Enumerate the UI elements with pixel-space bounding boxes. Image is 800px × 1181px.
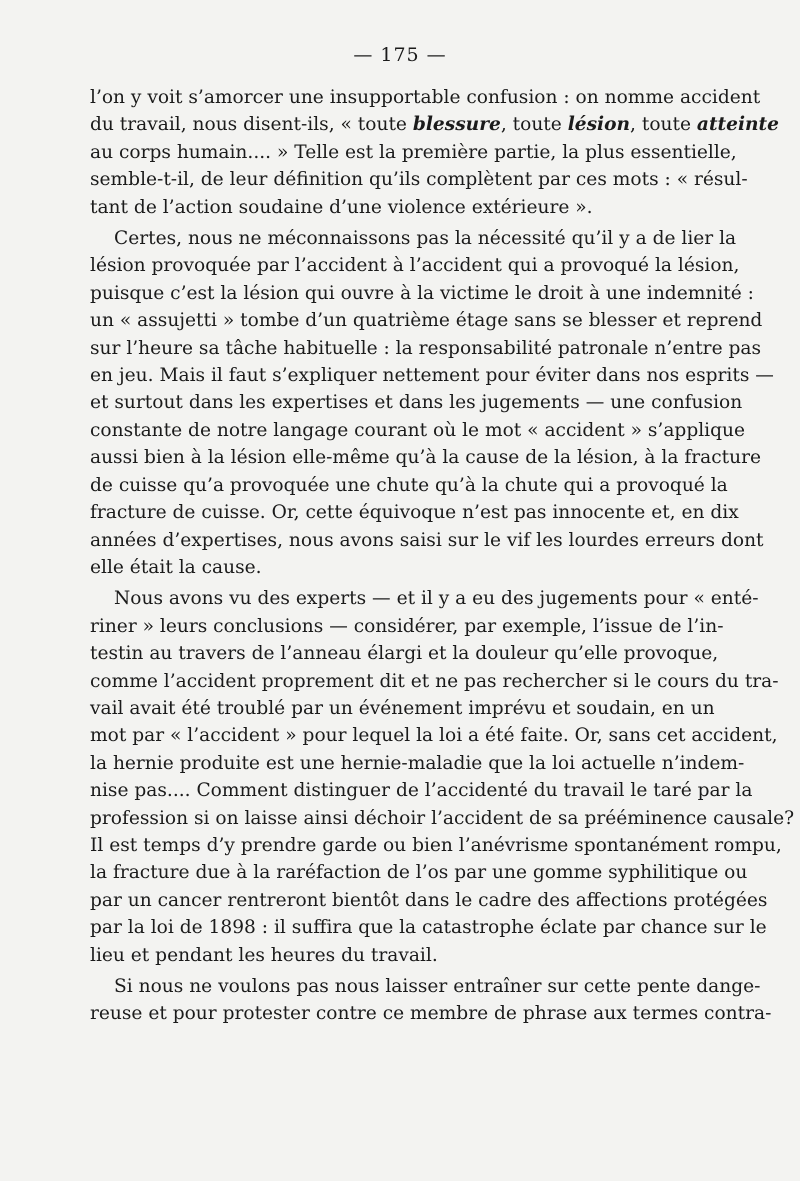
text-line [90, 362, 774, 389]
text-line [90, 973, 761, 1000]
text-line [90, 111, 779, 138]
text-segment: aussi bien à la lésion elle-même qu’à la cause de la lésion, à la fracture [90, 447, 761, 469]
paragraph [90, 585, 795, 969]
text-segment: , toute [630, 114, 697, 136]
text-line [90, 832, 782, 859]
text-line [90, 695, 715, 722]
text-segment: testin au travers de l’anneau élargi et la douleur qu’elle provoque, [90, 643, 719, 665]
text-segment: tant de l’action soudaine d’une violence extérieure ». [90, 196, 593, 218]
text-segment: vail avait été troublé par un événement imprévu et soudain, en un [90, 697, 715, 719]
text-line [90, 139, 737, 166]
text-line [90, 887, 768, 914]
text-line [90, 417, 745, 444]
paragraph [90, 973, 772, 1028]
text-line [90, 389, 743, 416]
text-segment: par un cancer rentreront bientôt dans le cadre des affections protégées [90, 889, 768, 911]
text-line [90, 472, 728, 499]
text-line [90, 554, 708, 581]
text-segment: reuse et pour protester contre ce membre de phrase aux termes contra- [90, 1003, 772, 1025]
text-line [90, 613, 724, 640]
text-line [90, 942, 708, 969]
text-line [90, 668, 779, 695]
text-segment: et surtout dans les expertises et dans les jugements — une confusion [90, 392, 743, 414]
text-segment: Il est temps d’y prendre garde ou bien l’anévrisme spontanément rompu, [90, 834, 782, 856]
text-line [90, 335, 762, 362]
text-segment: au corps humain.... » Telle est la première partie, la plus essentielle, [90, 141, 737, 163]
text-line [90, 722, 778, 749]
text-segment: sur l’heure sa tâche habituelle : la responsabilité patronale n’entre pas [90, 337, 762, 359]
text-segment: en jeu. Mais il faut s’expliquer nettement pour éviter dans nos esprits — [90, 365, 774, 387]
emphasized-term: atteinte [696, 114, 779, 136]
text-line [90, 84, 761, 111]
text-segment: Nous avons vu des experts — et il y a eu des jugements pour « enté- [114, 588, 759, 610]
page-number: — 175 — [353, 44, 447, 66]
text-line [90, 750, 745, 777]
text-segment: riner » leurs conclusions — considérer, par exemple, l’issue de l’in- [90, 615, 724, 637]
text-segment: elle était la cause. [90, 556, 262, 578]
text-line [90, 777, 753, 804]
body-text [90, 84, 795, 1028]
emphasized-term: lésion [567, 114, 631, 136]
text-segment: semble-t-il, de leur définition qu’ils complètent par ces mots : « résul- [90, 169, 748, 191]
emphasized-term: blessure [412, 114, 501, 136]
text-line [90, 527, 764, 554]
paragraph [90, 84, 779, 221]
text-segment: par la loi de 1898 : il suffira que la catastrophe éclate par chance sur le [90, 917, 767, 939]
text-segment: profession si on laisse ainsi déchoir l’accident de sa prééminence causale? [90, 807, 795, 829]
text-line [90, 640, 719, 667]
text-line [90, 280, 754, 307]
text-line [90, 252, 740, 279]
text-segment: Si nous ne voulons pas nous laisser entraîner sur cette pente dange- [114, 976, 761, 997]
text-segment: puisque c’est la lésion qui ouvre à la victime le droit à une indemnité : [90, 282, 754, 304]
text-segment: un « assujetti » tombe d’un quatrième étage sans se blesser et reprend [90, 310, 763, 332]
text-segment: , toute [500, 114, 568, 136]
text-line [90, 859, 748, 886]
text-line [90, 225, 737, 252]
text-line [90, 585, 759, 612]
text-segment: fracture de cuisse. Or, cette équivoque n’est pas innocente et, en dix [90, 502, 739, 524]
text-segment: nise pas.... Comment distinguer de l’accidenté du travail le taré par la [90, 780, 753, 802]
text-line [90, 307, 763, 334]
text-segment: mot par « l’accident » pour lequel la loi a été faite. Or, sans cet accident, [90, 725, 778, 747]
text-line [90, 914, 767, 941]
text-segment: années d’expertises, nous avons saisi sur le vif les lourdes erreurs dont [90, 529, 764, 551]
text-segment: constante de notre langage courant où le mot « accident » s’applique [90, 419, 745, 441]
text-segment: Certes, nous ne méconnaissons pas la nécessité qu’il y a de lier la [114, 228, 737, 250]
text-segment: comme l’accident proprement dit et ne pas rechercher si le cours du tra- [90, 670, 779, 692]
text-segment: du travail, nous disent-ils, « toute [90, 114, 413, 136]
text-segment: la hernie produite est une hernie-maladie que la loi actuelle n’indem- [90, 752, 745, 774]
text-line [90, 194, 708, 221]
text-segment: lieu et pendant les heures du travail. [90, 944, 438, 966]
text-line [90, 1000, 772, 1027]
text-line [90, 805, 795, 832]
text-segment: de cuisse qu’a provoquée une chute qu’à la chute qui a provoqué la [90, 474, 728, 496]
paragraph [90, 225, 774, 581]
text-line [90, 499, 739, 526]
text-segment: lésion provoquée par l’accident à l’accident qui a provoqué la lésion, [90, 255, 740, 277]
text-line [90, 166, 748, 193]
text-segment: l’on y voit s’amorcer une insupportable confusion : on nomme accident [90, 87, 761, 108]
text-segment: la fracture due à la raréfaction de l’os par une gomme syphilitique ou [90, 862, 748, 884]
text-line [90, 444, 761, 471]
